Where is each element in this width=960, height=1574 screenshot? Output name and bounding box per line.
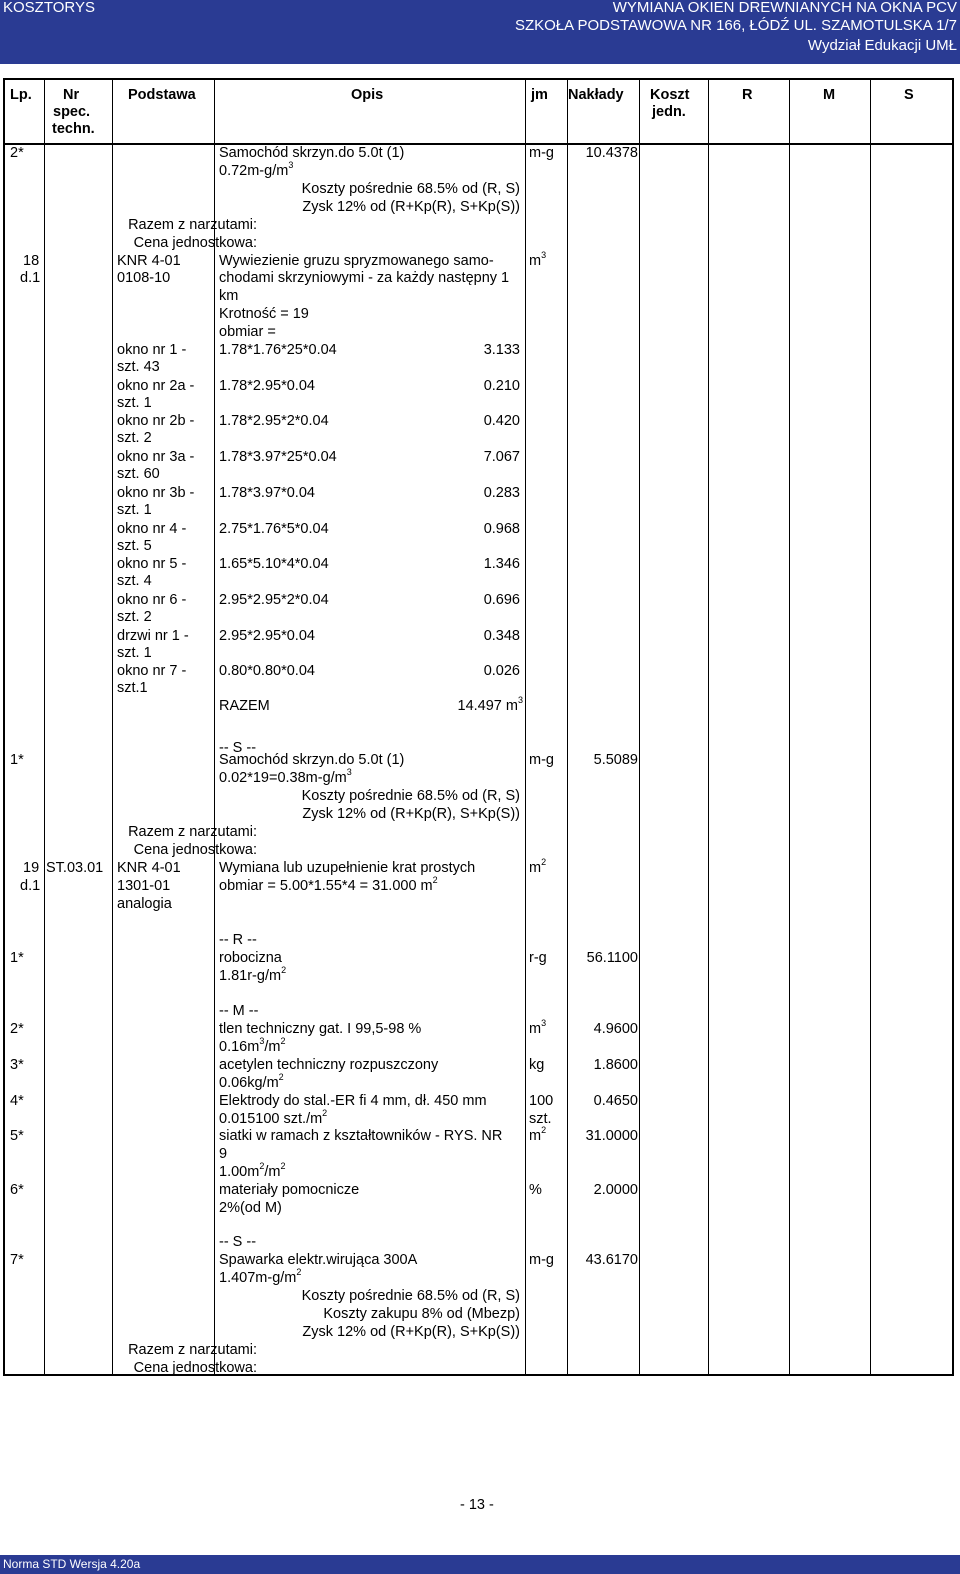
item-desc: materiały pomocnicze xyxy=(219,1182,360,1198)
measurement-element: okno nr 1 - xyxy=(117,342,187,358)
unit-price-label: Cena jednostkowa: xyxy=(133,842,257,858)
measurement-quantity: szt. 5 xyxy=(117,538,152,554)
measurement-quantity: szt. 2 xyxy=(117,430,152,446)
col-header-s: S xyxy=(904,87,914,103)
col-header-nr-techn: techn. xyxy=(52,121,95,137)
basis-code: KNR 4-01 xyxy=(117,860,181,876)
position-unit: $m^2$ xyxy=(529,857,547,876)
item-lp: 2* xyxy=(10,1021,24,1037)
measurement-element: okno nr 6 - xyxy=(117,592,187,608)
profit: Zysk 12% od (R+Kp(R), S+Kp(S)) xyxy=(302,199,520,215)
measurement-value: 3.133 xyxy=(483,342,520,358)
profit: Zysk 12% od (R+Kp(R), S+Kp(S)) xyxy=(302,806,520,822)
col-divider xyxy=(44,78,45,1376)
measurement-element: okno nr 4 - xyxy=(117,521,187,537)
measurement-formula: 2.95*2.95*0.04 xyxy=(219,628,315,644)
measurement-value: 0.968 xyxy=(483,521,520,537)
equipment-section-header: -- S -- xyxy=(219,1234,257,1250)
item-lp: 1* xyxy=(10,752,24,768)
position-description: Wymiana lub uzupełnienie krat prostych xyxy=(219,860,476,876)
measurement-formula: 0.80*0.80*0.04 xyxy=(219,663,315,679)
measurement-quantity: szt. 60 xyxy=(117,466,160,482)
measurement-total-label: RAZEM xyxy=(219,698,270,714)
col-header-opis: Opis xyxy=(351,87,384,103)
total-with-markups-label: Razem z narzutami: xyxy=(128,824,257,840)
col-header-r: R xyxy=(742,87,753,103)
item-jm: $m^2$ xyxy=(529,1125,547,1144)
basis-code: KNR 4-01 xyxy=(117,253,181,269)
measurement-value: 0.026 xyxy=(483,663,520,679)
item-naklady: 56.1100 xyxy=(586,950,638,966)
project-address: SZKOŁA PODSTAWOWA NR 166, ŁÓDŹ UL. SZAMOTULSKA 1/7 xyxy=(514,17,957,34)
equipment-section-header: -- S -- xyxy=(219,740,257,756)
measurement-value: 0.348 xyxy=(483,628,520,644)
measurement-formula: 1.78*1.76*25*0.04 xyxy=(219,342,337,358)
item-desc: tlen techniczny gat. I 99,5-98 % xyxy=(219,1021,422,1037)
position-subnumber: d.1 xyxy=(20,878,41,894)
item-lp: 1* xyxy=(10,950,24,966)
measurement-value: 0.696 xyxy=(483,592,520,608)
measurement-value: 1.346 xyxy=(483,556,520,572)
basis-note: analogia xyxy=(117,896,172,912)
software-version: Norma STD Wersja 4.20a xyxy=(3,1557,141,1571)
total-with-markups-label: Razem z narzutami: xyxy=(128,1342,257,1358)
position-description-line2: chodami skrzyniowymi - za każdy następny 1 xyxy=(219,270,510,286)
col-header-m: M xyxy=(823,87,836,103)
overhead-costs: Koszty pośrednie 68.5% od (R, S) xyxy=(301,788,520,804)
position-number: 19 xyxy=(23,860,40,876)
item-norm: 0.015100 $szt./m^2$ xyxy=(219,1108,328,1127)
project-client: Wydział Edukacji UMŁ xyxy=(807,37,957,54)
col-header-lp: Lp. xyxy=(10,87,32,103)
item-desc: siatki w ramach z kształtowników - RYS. NR xyxy=(219,1128,503,1144)
measurement-element: okno nr 7 - xyxy=(117,663,187,679)
measurement-formula: 2.75*1.76*5*0.04 xyxy=(219,521,329,537)
item-norm: $0.06kg/m^2$ xyxy=(219,1072,284,1091)
measurement-element: drzwi nr 1 - xyxy=(117,628,189,644)
item-desc: Elektrody do stal.-ER fi 4 mm, dł. 450 mm xyxy=(219,1093,487,1109)
item-naklady: 10.4378 xyxy=(585,145,638,161)
item-desc: robocizna xyxy=(219,950,282,966)
profit: Zysk 12% od (R+Kp(R), S+Kp(S)) xyxy=(302,1324,520,1340)
overhead-costs: Koszty pośrednie 68.5% od (R, S) xyxy=(301,1288,520,1304)
item-norm: $0.02*19=0.38m-g/m^3$ xyxy=(219,767,352,786)
item-naklady: 5.5089 xyxy=(593,752,638,768)
item-naklady: 4.9600 xyxy=(593,1021,638,1037)
measurement-element: okno nr 3a - xyxy=(117,449,195,465)
item-naklady: 1.8600 xyxy=(593,1057,638,1073)
item-lp: 5* xyxy=(10,1128,24,1144)
item-norm: $0.16m^3/m^2$ xyxy=(219,1036,286,1055)
col-header-nr-spec: spec. xyxy=(53,104,91,120)
footer-band xyxy=(0,1555,960,1574)
item-norm: $1.81r-g/m^2$ xyxy=(219,965,287,984)
col-divider xyxy=(870,78,871,1376)
item-norm: $1.407m-g/m^2$ xyxy=(219,1267,302,1286)
measurement-formula: 1.65*5.10*4*0.04 xyxy=(219,556,329,572)
item-jm: kg xyxy=(529,1057,545,1073)
col-divider xyxy=(567,78,568,1376)
position-subnumber: d.1 xyxy=(20,270,41,286)
measurement-formula: 1.78*3.97*25*0.04 xyxy=(219,449,337,465)
header-band xyxy=(0,0,960,64)
item-jm: % xyxy=(529,1182,542,1198)
item-jm-unit: szt. xyxy=(529,1111,552,1127)
overhead-costs: Koszty pośrednie 68.5% od (R, S) xyxy=(301,181,520,197)
col-header-podstawa: Podstawa xyxy=(128,87,196,103)
header-divider xyxy=(3,143,954,145)
spec-number: ST.03.01 xyxy=(46,860,104,876)
measurement-formula: 2.95*2.95*2*0.04 xyxy=(219,592,329,608)
measurement-element: okno nr 5 - xyxy=(117,556,187,572)
total-with-markups-label: Razem z narzutami: xyxy=(128,217,257,233)
measurement-label: obmiar = xyxy=(219,324,276,340)
col-header-koszt-jedn: jedn. xyxy=(652,104,686,120)
measurement-formula: 1.78*2.95*2*0.04 xyxy=(219,413,329,429)
item-norm: $1.00m^2/m^2$ xyxy=(219,1161,286,1180)
item-naklady: 2.0000 xyxy=(593,1182,638,1198)
project-title: WYMIANA OKIEN DREWNIANYCH NA OKNA PCV xyxy=(612,0,957,16)
item-desc: acetylen techniczny rozpuszczony xyxy=(219,1057,439,1073)
col-divider xyxy=(214,78,215,1376)
item-norm: 9 xyxy=(219,1146,228,1162)
multiplier: Krotność = 19 xyxy=(219,306,309,322)
item-naklady: 0.4650 xyxy=(593,1093,638,1109)
measurement-value: 0.420 xyxy=(483,413,520,429)
item-norm: $0.72m-g/m^3$ xyxy=(219,160,294,179)
purchase-costs: Koszty zakupu 8% od (Mbezp) xyxy=(323,1306,520,1322)
measurement-quantity: szt. 43 xyxy=(117,359,160,375)
item-naklady: 43.6170 xyxy=(585,1252,638,1268)
measurement-element: okno nr 2b - xyxy=(117,413,195,429)
measurement-element: okno nr 3b - xyxy=(117,485,195,501)
item-lp: 4* xyxy=(10,1093,24,1109)
measurement-quantity: szt. 1 xyxy=(117,502,152,518)
page-number: - 13 - xyxy=(460,1497,494,1513)
item-lp: 7* xyxy=(10,1252,24,1268)
item-lp: 2* xyxy=(10,145,24,161)
item-desc: Samochód skrzyn.do 5.0t (1) xyxy=(219,752,405,768)
item-jm: m-g xyxy=(529,145,554,161)
measurement-value: 0.210 xyxy=(483,378,520,394)
col-header-jm: jm xyxy=(531,87,548,103)
item-desc: Samochód skrzyn.do 5.0t (1) xyxy=(219,145,405,161)
unit-price-label: Cena jednostkowa: xyxy=(133,1360,257,1376)
basis-code-number: 0108-10 xyxy=(117,270,171,286)
item-jm: $m^3$ xyxy=(529,1018,547,1037)
labor-section-header: -- R -- xyxy=(219,932,257,948)
measurement-formula: obmiar = 5.00*1.55*4 = 31.000 $m^2$ xyxy=(219,875,438,894)
measurement-formula: 1.78*2.95*0.04 xyxy=(219,378,315,394)
measurement-value: 7.067 xyxy=(483,449,520,465)
col-header-naklady: Nakłady xyxy=(568,87,624,103)
position-unit: $m^3$ xyxy=(529,250,547,269)
col-header-koszt: Koszt xyxy=(650,87,690,103)
measurement-total-value: 14.497 $m^3$ xyxy=(457,695,523,714)
col-header-nr: Nr xyxy=(63,87,80,103)
item-jm: m-g xyxy=(529,1252,554,1268)
measurement-quantity: szt. 1 xyxy=(117,645,152,661)
position-number: 18 xyxy=(23,253,40,269)
measurement-quantity: szt. 2 xyxy=(117,609,152,625)
measurement-quantity: szt. 1 xyxy=(117,395,152,411)
item-jm: r-g xyxy=(529,950,547,966)
measurement-value: 0.283 xyxy=(483,485,520,501)
position-description: Wywiezienie gruzu spryzmowanego samo- xyxy=(219,253,494,269)
item-lp: 6* xyxy=(10,1182,24,1198)
materials-section-header: -- M -- xyxy=(219,1003,259,1019)
item-desc: Spawarka elektr.wirująca 300A xyxy=(219,1252,418,1268)
measurement-quantity: szt. 4 xyxy=(117,573,152,589)
item-lp: 3* xyxy=(10,1057,24,1073)
col-divider xyxy=(112,78,113,1376)
item-naklady: 31.0000 xyxy=(585,1128,638,1144)
measurement-formula: 1.78*3.97*0.04 xyxy=(219,485,315,501)
position-description-line3: km xyxy=(219,288,239,304)
basis-code-number: 1301-01 xyxy=(117,878,171,894)
col-divider xyxy=(525,78,526,1376)
col-divider xyxy=(708,78,709,1376)
item-norm: 2%(od M) xyxy=(219,1200,282,1216)
item-jm: m-g xyxy=(529,752,554,768)
unit-price-label: Cena jednostkowa: xyxy=(133,235,257,251)
item-jm: 100 xyxy=(529,1093,554,1109)
col-divider xyxy=(789,78,790,1376)
measurement-quantity: szt.1 xyxy=(117,680,148,696)
company-label: KOSZTORYS xyxy=(3,0,95,16)
measurement-element: okno nr 2a - xyxy=(117,378,195,394)
col-divider xyxy=(639,78,640,1376)
